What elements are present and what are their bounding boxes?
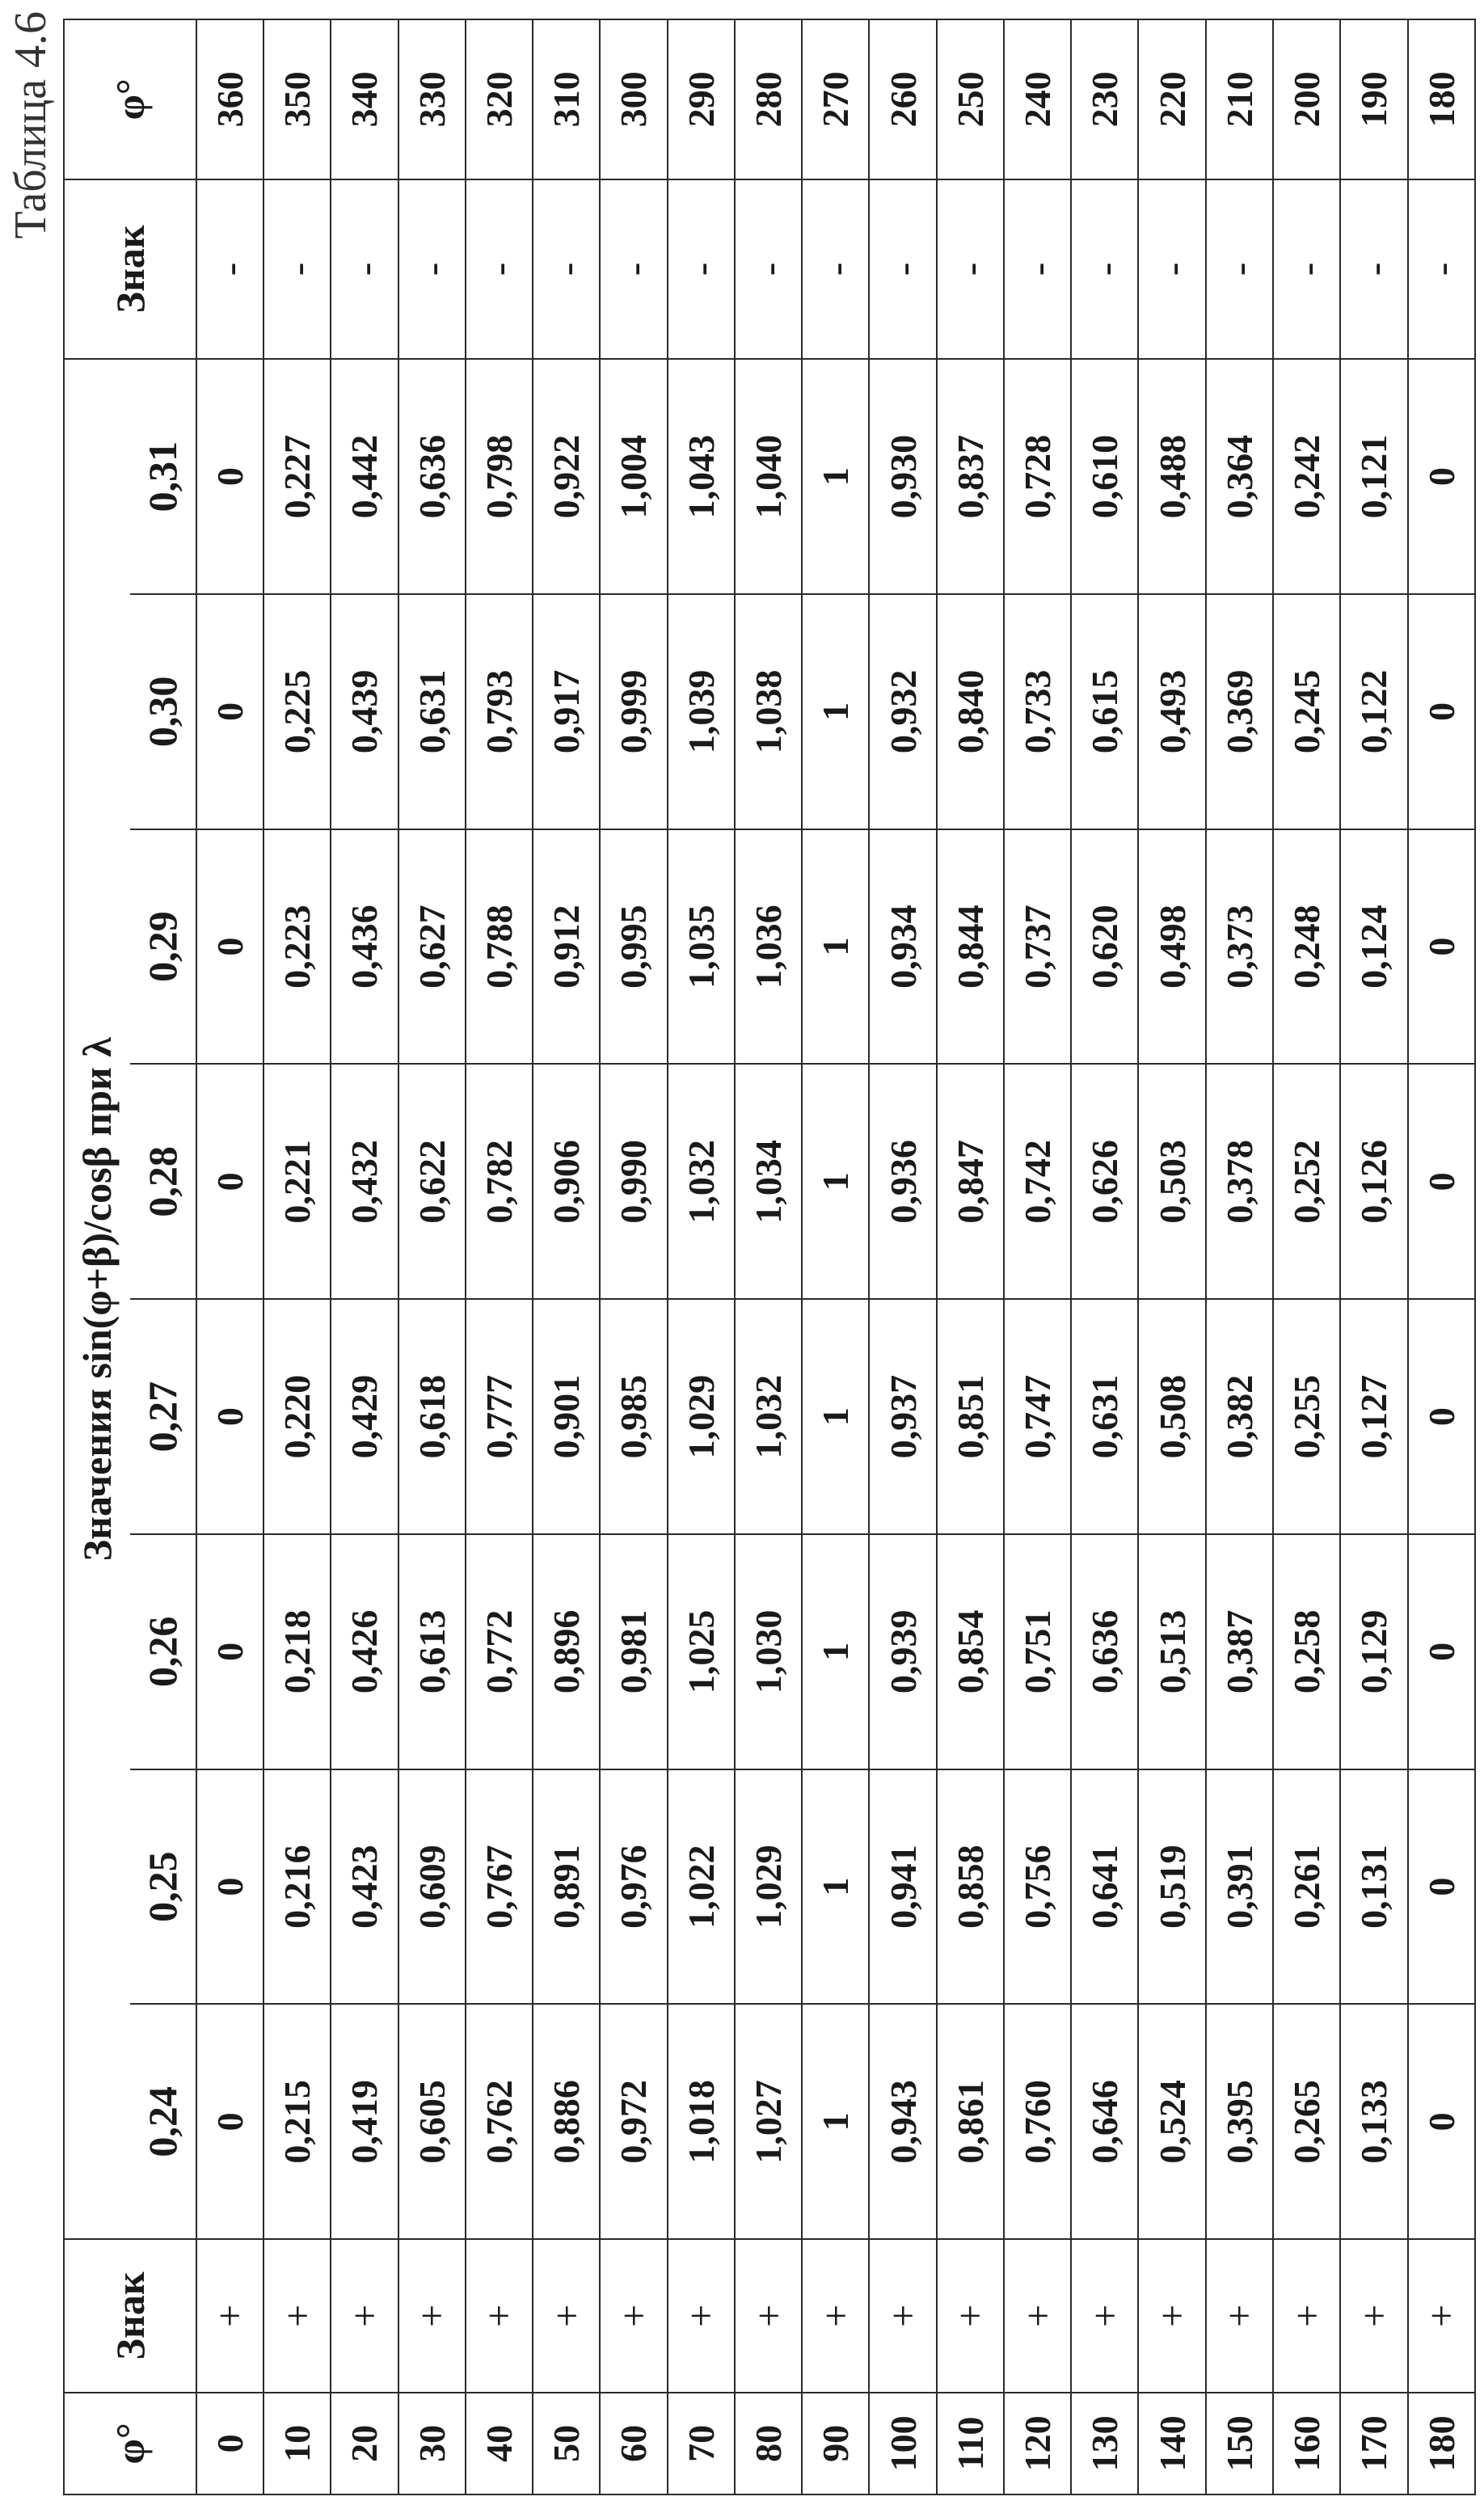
value-cell: 1,043 <box>668 359 735 594</box>
group-header: Значения sin(φ+β)/cosβ при λ <box>64 359 130 2239</box>
value-cell: 0,613 <box>398 1534 466 1769</box>
sign-cell-right: - <box>533 179 600 360</box>
value-cell: 0,426 <box>331 1534 398 1769</box>
value-cell: 1,022 <box>668 1769 735 2005</box>
value-cell: 0 <box>1408 829 1475 1065</box>
phi-cell: 50 <box>533 2393 600 2494</box>
value-cell: 0,508 <box>1138 1299 1205 1534</box>
phi-cell: 100 <box>869 2393 936 2494</box>
sign-header-left: Знак <box>64 2239 196 2392</box>
phi-cell: 80 <box>735 2393 802 2494</box>
value-cell: 0,751 <box>1004 1534 1071 1769</box>
value-cell: 0,419 <box>331 2004 398 2239</box>
table-row <box>937 19 1004 2494</box>
value-cell: 0,216 <box>263 1769 331 2005</box>
header-row-lambdas <box>130 19 196 2494</box>
value-cell: 0,886 <box>533 2004 600 2239</box>
phi-cell: 20 <box>331 2393 398 2494</box>
value-cell: 0 <box>1408 1064 1475 1299</box>
value-cell: 1,032 <box>735 1299 802 1534</box>
value-cell: 0,762 <box>466 2004 533 2239</box>
table-row <box>1004 19 1071 2494</box>
table-row <box>466 19 533 2494</box>
value-cell: 0,941 <box>869 1769 936 2005</box>
value-cell: 0,641 <box>1071 1769 1138 2005</box>
value-cell: 1 <box>802 1064 869 1299</box>
sign-cell: + <box>937 2239 1004 2392</box>
value-cell: 0,934 <box>869 829 936 1065</box>
sign-cell-right: - <box>735 179 802 360</box>
value-cell: 0 <box>196 1064 263 1299</box>
phi-cell-right: 270 <box>802 19 869 179</box>
value-cell: 0,777 <box>466 1299 533 1534</box>
sign-cell: + <box>1340 2239 1407 2392</box>
sign-cell: + <box>196 2239 263 2392</box>
phi-cell: 40 <box>466 2393 533 2494</box>
value-cell: 0,767 <box>466 1769 533 2005</box>
sign-cell: + <box>1408 2239 1475 2392</box>
value-cell: 1 <box>802 1769 869 2005</box>
value-cell: 0,265 <box>1273 2004 1340 2239</box>
value-cell: 0,391 <box>1206 1769 1273 2005</box>
value-cell: 0,646 <box>1071 2004 1138 2239</box>
sign-cell: + <box>331 2239 398 2392</box>
value-cell: 0,223 <box>263 829 331 1065</box>
phi-cell-right: 320 <box>466 19 533 179</box>
value-cell: 0 <box>196 1534 263 1769</box>
value-cell: 0,488 <box>1138 359 1205 594</box>
value-cell: 0,387 <box>1206 1534 1273 1769</box>
value-cell: 1,034 <box>735 1064 802 1299</box>
value-cell: 1 <box>802 2004 869 2239</box>
phi-cell: 60 <box>600 2393 667 2494</box>
sign-cell-right: - <box>869 179 936 360</box>
value-cell: 0,847 <box>937 1064 1004 1299</box>
table-body <box>64 19 1475 2494</box>
sign-cell-right: - <box>1273 179 1340 360</box>
value-cell: 0,782 <box>466 1064 533 1299</box>
value-cell: 0,493 <box>1138 594 1205 829</box>
value-cell: 0,127 <box>1340 1299 1407 1534</box>
value-cell: 1,004 <box>600 359 667 594</box>
value-cell: 1,036 <box>735 829 802 1065</box>
values-table <box>63 19 1476 2495</box>
sign-cell-right: - <box>1408 179 1475 360</box>
sign-cell-right: - <box>398 179 466 360</box>
table-row <box>1273 19 1340 2494</box>
value-cell: 1,018 <box>668 2004 735 2239</box>
phi-cell: 180 <box>1408 2393 1475 2494</box>
table-caption: Таблица 4.6 <box>6 11 56 239</box>
sign-cell: + <box>1138 2239 1205 2392</box>
table-row <box>802 19 869 2494</box>
value-cell: 0,395 <box>1206 2004 1273 2239</box>
sign-cell-right: - <box>263 179 331 360</box>
value-cell: 0,258 <box>1273 1534 1340 1769</box>
value-cell: 0,896 <box>533 1534 600 1769</box>
value-cell: 0 <box>196 1299 263 1534</box>
phi-cell-right: 350 <box>263 19 331 179</box>
table-row <box>196 19 263 2494</box>
value-cell: 1,029 <box>735 1769 802 2005</box>
sign-cell: + <box>1273 2239 1340 2392</box>
value-cell: 0,972 <box>600 2004 667 2239</box>
lambda-header: 0,25 <box>130 1769 196 2005</box>
value-cell: 0,215 <box>263 2004 331 2239</box>
value-cell: 0,382 <box>1206 1299 1273 1534</box>
sign-cell-right: - <box>668 179 735 360</box>
value-cell: 0 <box>1408 594 1475 829</box>
value-cell: 0,503 <box>1138 1064 1205 1299</box>
value-cell: 0,369 <box>1206 594 1273 829</box>
value-cell: 0,772 <box>466 1534 533 1769</box>
value-cell: 0 <box>196 829 263 1065</box>
phi-cell-right: 260 <box>869 19 936 179</box>
lambda-header: 0,31 <box>130 359 196 594</box>
value-cell: 0,620 <box>1071 829 1138 1065</box>
value-cell: 0,121 <box>1340 359 1407 594</box>
phi-header-left: φ° <box>64 2393 196 2494</box>
table-row <box>331 19 398 2494</box>
value-cell: 0,747 <box>1004 1299 1071 1534</box>
value-cell: 1,039 <box>668 594 735 829</box>
value-cell: 0,840 <box>937 594 1004 829</box>
phi-cell: 170 <box>1340 2393 1407 2494</box>
value-cell: 0,981 <box>600 1534 667 1769</box>
value-cell: 0,627 <box>398 829 466 1065</box>
value-cell: 0,498 <box>1138 829 1205 1065</box>
value-cell: 0,442 <box>331 359 398 594</box>
value-cell: 0 <box>1408 2004 1475 2239</box>
sign-cell-right: - <box>1138 179 1205 360</box>
phi-cell-right: 200 <box>1273 19 1340 179</box>
phi-cell: 150 <box>1206 2393 1273 2494</box>
value-cell: 0,760 <box>1004 2004 1071 2239</box>
value-cell: 0,636 <box>398 359 466 594</box>
phi-cell-right: 220 <box>1138 19 1205 179</box>
value-cell: 0,912 <box>533 829 600 1065</box>
sign-header-right: Знак <box>64 179 196 360</box>
table-row <box>398 19 466 2494</box>
table-row <box>1071 19 1138 2494</box>
value-cell: 0,126 <box>1340 1064 1407 1299</box>
value-cell: 0,976 <box>600 1769 667 2005</box>
phi-cell-right: 180 <box>1408 19 1475 179</box>
value-cell: 0,995 <box>600 829 667 1065</box>
value-cell: 0 <box>1408 1534 1475 1769</box>
value-cell: 0,429 <box>331 1299 398 1534</box>
table-row <box>1206 19 1273 2494</box>
phi-cell-right: 210 <box>1206 19 1273 179</box>
phi-cell: 70 <box>668 2393 735 2494</box>
lambda-header: 0,30 <box>130 594 196 829</box>
value-cell: 0,737 <box>1004 829 1071 1065</box>
phi-cell: 130 <box>1071 2393 1138 2494</box>
value-cell: 0,519 <box>1138 1769 1205 2005</box>
value-cell: 1,025 <box>668 1534 735 1769</box>
value-cell: 0,922 <box>533 359 600 594</box>
value-cell: 0,936 <box>869 1064 936 1299</box>
value-cell: 1,030 <box>735 1534 802 1769</box>
sign-cell-right: - <box>600 179 667 360</box>
value-cell: 0,906 <box>533 1064 600 1299</box>
lambda-header: 0,29 <box>130 829 196 1065</box>
value-cell: 1 <box>802 359 869 594</box>
value-cell: 0,631 <box>1071 1299 1138 1534</box>
value-cell: 0,615 <box>1071 594 1138 829</box>
value-cell: 0,255 <box>1273 1299 1340 1534</box>
value-cell: 0,524 <box>1138 2004 1205 2239</box>
value-cell: 0 <box>1408 1299 1475 1534</box>
value-cell: 0,733 <box>1004 594 1071 829</box>
sign-cell: + <box>802 2239 869 2392</box>
value-cell: 0,622 <box>398 1064 466 1299</box>
value-cell: 0,844 <box>937 829 1004 1065</box>
value-cell: 0 <box>196 594 263 829</box>
value-cell: 0,133 <box>1340 2004 1407 2239</box>
table-row <box>869 19 936 2494</box>
lambda-header: 0,24 <box>130 2004 196 2239</box>
phi-cell-right: 360 <box>196 19 263 179</box>
value-cell: 0,432 <box>331 1064 398 1299</box>
value-cell: 0,364 <box>1206 359 1273 594</box>
value-cell: 0,220 <box>263 1299 331 1534</box>
value-cell: 0,439 <box>331 594 398 829</box>
value-cell: 1,027 <box>735 2004 802 2239</box>
sign-cell-right: - <box>802 179 869 360</box>
value-cell: 0,131 <box>1340 1769 1407 2005</box>
value-cell: 0,851 <box>937 1299 1004 1534</box>
value-cell: 0,999 <box>600 594 667 829</box>
value-cell: 0,937 <box>869 1299 936 1534</box>
value-cell: 0,990 <box>600 1064 667 1299</box>
value-cell: 0,631 <box>398 594 466 829</box>
value-cell: 0,436 <box>331 829 398 1065</box>
value-cell: 0,626 <box>1071 1064 1138 1299</box>
value-cell: 0,609 <box>398 1769 466 2005</box>
table-row <box>1138 19 1205 2494</box>
value-cell: 1,029 <box>668 1299 735 1534</box>
sign-cell: + <box>869 2239 936 2392</box>
table-row <box>735 19 802 2494</box>
value-cell: 0 <box>196 359 263 594</box>
sign-cell-right: - <box>196 179 263 360</box>
value-cell: 1,040 <box>735 359 802 594</box>
value-cell: 0,943 <box>869 2004 936 2239</box>
value-cell: 1,038 <box>735 594 802 829</box>
lambda-header: 0,27 <box>130 1299 196 1534</box>
value-cell: 0,756 <box>1004 1769 1071 2005</box>
phi-cell: 120 <box>1004 2393 1071 2494</box>
value-cell: 0,788 <box>466 829 533 1065</box>
sign-cell-right: - <box>1004 179 1071 360</box>
table-row <box>600 19 667 2494</box>
value-cell: 1 <box>802 1299 869 1534</box>
value-cell: 0,605 <box>398 2004 466 2239</box>
phi-cell: 30 <box>398 2393 466 2494</box>
phi-cell: 140 <box>1138 2393 1205 2494</box>
value-cell: 0 <box>196 1769 263 2005</box>
lambda-header: 0,26 <box>130 1534 196 1769</box>
value-cell: 0,618 <box>398 1299 466 1534</box>
sign-cell: + <box>533 2239 600 2392</box>
value-cell: 0,124 <box>1340 829 1407 1065</box>
phi-cell: 110 <box>937 2393 1004 2494</box>
sign-cell: + <box>735 2239 802 2392</box>
value-cell: 0,854 <box>937 1534 1004 1769</box>
sign-cell-right: - <box>1071 179 1138 360</box>
phi-cell-right: 240 <box>1004 19 1071 179</box>
value-cell: 0,798 <box>466 359 533 594</box>
phi-cell-right: 230 <box>1071 19 1138 179</box>
phi-cell-right: 300 <box>600 19 667 179</box>
value-cell: 0,252 <box>1273 1064 1340 1299</box>
sign-cell-right: - <box>331 179 398 360</box>
value-cell: 0,728 <box>1004 359 1071 594</box>
phi-cell: 160 <box>1273 2393 1340 2494</box>
sign-cell: + <box>1071 2239 1138 2392</box>
value-cell: 0,861 <box>937 2004 1004 2239</box>
value-cell: 0,129 <box>1340 1534 1407 1769</box>
value-cell: 0,227 <box>263 359 331 594</box>
value-cell: 0,242 <box>1273 359 1340 594</box>
value-cell: 1,035 <box>668 829 735 1065</box>
sign-cell: + <box>263 2239 331 2392</box>
sign-cell: + <box>1004 2239 1071 2392</box>
sign-cell-right: - <box>937 179 1004 360</box>
sign-cell: + <box>668 2239 735 2392</box>
value-cell: 0,917 <box>533 594 600 829</box>
value-cell: 0,218 <box>263 1534 331 1769</box>
sign-cell: + <box>398 2239 466 2392</box>
value-cell: 0,225 <box>263 594 331 829</box>
phi-cell-right: 310 <box>533 19 600 179</box>
phi-cell: 90 <box>802 2393 869 2494</box>
value-cell: 0,901 <box>533 1299 600 1534</box>
table-row <box>263 19 331 2494</box>
value-cell: 0,261 <box>1273 1769 1340 2005</box>
value-cell: 0,378 <box>1206 1064 1273 1299</box>
phi-cell-right: 290 <box>668 19 735 179</box>
table-row <box>668 19 735 2494</box>
value-cell: 0,837 <box>937 359 1004 594</box>
header-row-top <box>64 19 130 2494</box>
value-cell: 0,610 <box>1071 359 1138 594</box>
phi-cell-right: 330 <box>398 19 466 179</box>
value-cell: 0,245 <box>1273 594 1340 829</box>
phi-cell-right: 250 <box>937 19 1004 179</box>
phi-header-right: φ° <box>64 19 196 179</box>
value-cell: 1 <box>802 594 869 829</box>
value-cell: 0,221 <box>263 1064 331 1299</box>
value-cell: 0,939 <box>869 1534 936 1769</box>
phi-cell-right: 340 <box>331 19 398 179</box>
table-row <box>1340 19 1407 2494</box>
value-cell: 0 <box>1408 1769 1475 2005</box>
value-cell: 0,932 <box>869 594 936 829</box>
value-cell: 0,513 <box>1138 1534 1205 1769</box>
value-cell: 0,423 <box>331 1769 398 2005</box>
sign-cell-right: - <box>1340 179 1407 360</box>
value-cell: 0,793 <box>466 594 533 829</box>
phi-cell-right: 280 <box>735 19 802 179</box>
value-cell: 0,373 <box>1206 829 1273 1065</box>
sign-cell: + <box>600 2239 667 2392</box>
value-cell: 0,636 <box>1071 1534 1138 1769</box>
phi-cell: 10 <box>263 2393 331 2494</box>
value-cell: 0,122 <box>1340 594 1407 829</box>
value-cell: 0,930 <box>869 359 936 594</box>
value-cell: 1 <box>802 829 869 1065</box>
sign-cell: + <box>466 2239 533 2392</box>
value-cell: 0,248 <box>1273 829 1340 1065</box>
value-cell: 0,891 <box>533 1769 600 2005</box>
value-cell: 0 <box>1408 359 1475 594</box>
value-cell: 1,032 <box>668 1064 735 1299</box>
lambda-header: 0,28 <box>130 1064 196 1299</box>
value-cell: 0,742 <box>1004 1064 1071 1299</box>
value-cell: 0 <box>196 2004 263 2239</box>
phi-cell: 0 <box>196 2393 263 2494</box>
sign-cell: + <box>1206 2239 1273 2392</box>
phi-cell-right: 190 <box>1340 19 1407 179</box>
value-cell: 1 <box>802 1534 869 1769</box>
sign-cell-right: - <box>466 179 533 360</box>
value-cell: 0,858 <box>937 1769 1004 2005</box>
table-row <box>1408 19 1475 2494</box>
value-cell: 0,985 <box>600 1299 667 1534</box>
sign-cell-right: - <box>1206 179 1273 360</box>
table-row <box>533 19 600 2494</box>
